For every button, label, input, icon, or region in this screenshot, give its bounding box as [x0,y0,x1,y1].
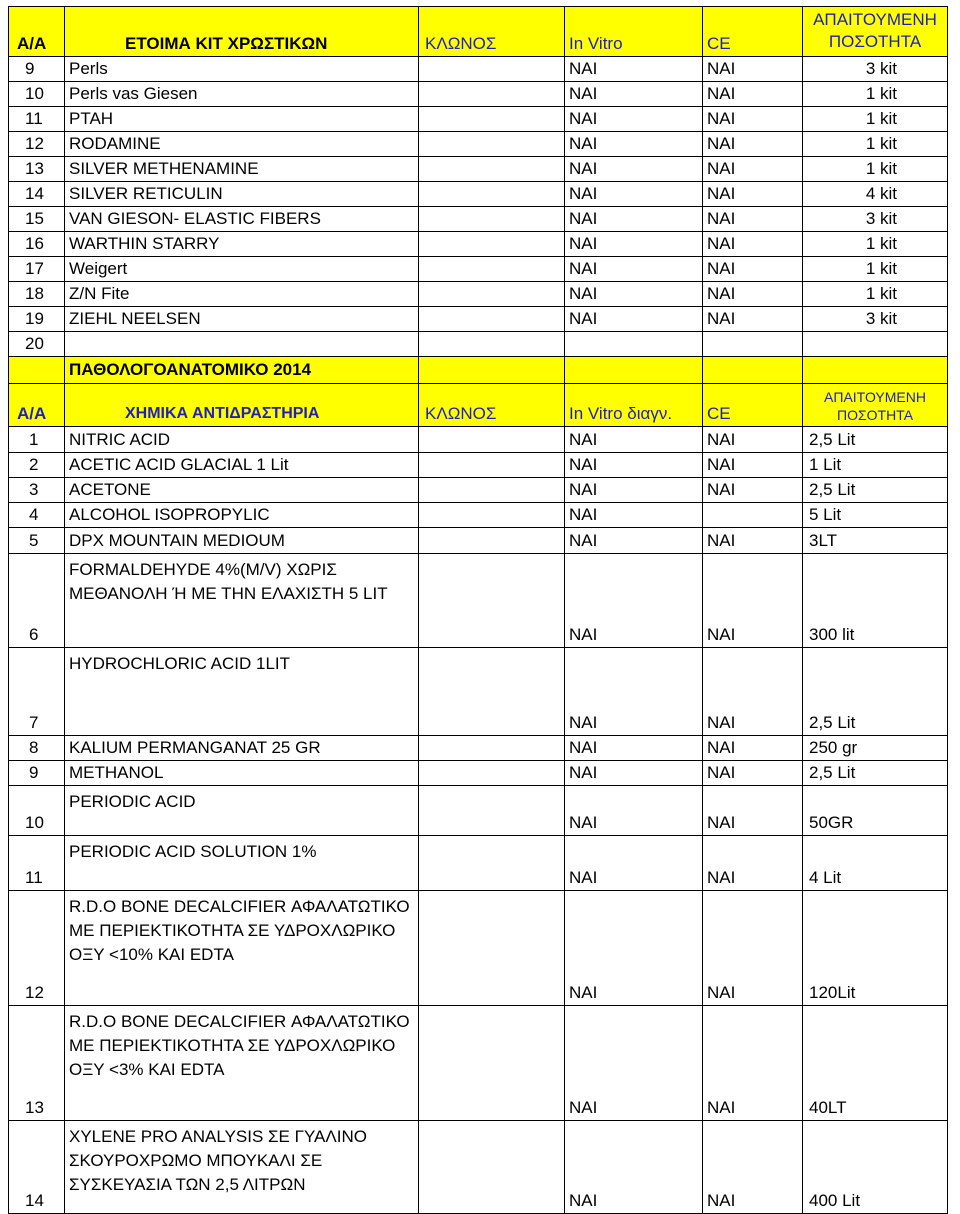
quantity-cell: 2,5 Lit [802,477,948,502]
invitro-cell: ΝΑΙ [564,56,702,81]
row-number: 20 [8,331,64,356]
ce-cell: ΝΑΙ [702,785,802,835]
kit-name: Z/N Fite [64,281,418,306]
clone-cell [418,835,564,890]
ce-cell: ΝΑΙ [702,452,802,477]
quantity-cell: 3 kit [802,56,948,81]
clone-cell [418,527,564,553]
clone-cell [418,477,564,502]
row-number: 9 [8,760,64,785]
table-row [8,281,948,306]
table-row [8,452,948,477]
header2-clone: ΚΛΩΝΟΣ [418,383,564,426]
clone-cell [418,156,564,181]
header-aa: Α/Α [8,6,64,56]
header2-quantity [802,383,948,426]
header-quantity-line1: ΑΠΑΙΤΟΥΜΕΝΗ [813,10,937,29]
invitro-cell: ΝΑΙ [564,760,702,785]
row-number: 5 [8,527,64,553]
ce-cell: ΝΑΙ [702,106,802,131]
row-number: 4 [8,502,64,527]
ce-cell: ΝΑΙ [702,760,802,785]
clone-cell [418,281,564,306]
clone-cell [418,81,564,106]
kit-name: Perls vas Giesen [64,81,418,106]
row-number: 9 [8,56,64,81]
table-row [8,156,948,181]
clone-cell [418,106,564,131]
kit-name: Weigert [64,256,418,281]
quantity-cell: 4 Lit [802,835,948,890]
table-row [8,785,948,835]
chemical-name: XYLENE PRO ANALYSIS ΣΕ ΓΥΑΛΙΝΟ ΣΚΟΥΡΟΧΡΩΜΟ ΜΠΟΥΚΑΛΙ ΣΕ ΣΥΣΚΕΥΑΣΙΑ ΤΩΝ 2,5 ΛΙΤΡΩΝ [64,1120,418,1214]
quantity-cell: 4 kit [802,181,948,206]
table-row [8,527,948,553]
ce-cell: ΝΑΙ [702,477,802,502]
chemical-name: DPX MOUNTAIN MEDIOUM [64,527,418,553]
quantity-cell: 5 Lit [802,502,948,527]
kit-name: Perls [64,56,418,81]
chemical-name: HYDROCHLORIC ACID 1LIT [64,647,418,735]
table-row [8,835,948,890]
ce-cell: ΝΑΙ [702,206,802,231]
row-number: 1 [8,426,64,452]
chemical-name: FORMALDEHYDE 4%(M/V) ΧΩΡΙΣ ΜΕΘΑΝΟΛΗ Ή ΜΕ ΤΗΝ ΕΛΑΧΙΣΤΗ 5 LIT [64,553,418,647]
invitro-cell [564,331,702,356]
invitro-cell: ΝΑΙ [564,156,702,181]
table-row [8,426,948,452]
table-row [8,477,948,502]
row-number: 14 [8,181,64,206]
table-row [8,181,948,206]
invitro-cell: ΝΑΙ [564,502,702,527]
row-number: 10 [8,81,64,106]
table-row [8,331,948,356]
chemical-name: PERIODIC ACID SOLUTION 1% [64,835,418,890]
row-number: 8 [8,735,64,760]
row-number: 12 [8,890,64,1005]
ce-cell: ΝΑΙ [702,56,802,81]
invitro-cell: ΝΑΙ [564,306,702,331]
kit-name: WARTHIN STARRY [64,231,418,256]
quantity-cell: 1 kit [802,131,948,156]
row-number: 11 [8,835,64,890]
header2-quantity-line1: ΑΠΑΙΤΟΥΜΕΝΗ [824,389,926,405]
header-quantity-line2: ΠΟΣΟΤΗΤΑ [828,32,922,51]
kit-name: RODAMINE [64,131,418,156]
chemical-name: KALIUM PERMANGANAT 25 GR [64,735,418,760]
quantity-cell: 1 kit [802,256,948,281]
row-number: 7 [8,647,64,735]
invitro-cell: ΝΑΙ [564,206,702,231]
invitro-cell: ΝΑΙ [564,452,702,477]
quantity-cell: 1 Lit [802,452,948,477]
row-number: 6 [8,553,64,647]
clone-cell [418,206,564,231]
ce-cell: ΝΑΙ [702,231,802,256]
row-number: 14 [8,1120,64,1214]
table-row [8,231,948,256]
invitro-cell: ΝΑΙ [564,785,702,835]
chemical-name: PERIODIC ACID [64,785,418,835]
ce-cell: ΝΑΙ [702,735,802,760]
table-row [8,1005,948,1120]
row-number: 19 [8,306,64,331]
ce-cell: ΝΑΙ [702,156,802,181]
table-row [8,306,948,331]
invitro-cell: ΝΑΙ [564,647,702,735]
invitro-cell: ΝΑΙ [564,735,702,760]
kit-name: SILVER METHENAMINE [64,156,418,181]
quantity-cell: 250 gr [802,735,948,760]
row-number: 13 [8,156,64,181]
header-clone: ΚΛΩΝΟΣ [418,6,564,56]
invitro-cell: ΝΑΙ [564,81,702,106]
quantity-cell: 50GR [802,785,948,835]
quantity-cell: 3 kit [802,306,948,331]
chemical-name: R.D.O BONE DECALCIFIER ΑΦΑΛΑΤΩΤΙΚΟ ΜΕ ΠΕΡΙΕΚΤΙΚΟΤΗΤΑ ΣΕ ΥΔΡΟΧΛΩΡΙΚΟ ΟΞΥ <10% ΚΑΙ EDTA [64,890,418,1005]
kit-name: VAN GIESON- ELASTIC FIBERS [64,206,418,231]
chemical-name: METHANOL [64,760,418,785]
invitro-cell: ΝΑΙ [564,256,702,281]
table-row [8,502,948,527]
quantity-cell: 2,5 Lit [802,647,948,735]
chemical-name: R.D.O BONE DECALCIFIER ΑΦΑΛΑΤΩΤΙΚΟ ΜΕ ΠΕΡΙΕΚΤΙΚΟΤΗΤΑ ΣΕ ΥΔΡΟΧΛΩΡΙΚΟ ΟΞΥ <3% ΚΑΙ EDTA [64,1005,418,1120]
kit-name: PTAH [64,106,418,131]
table-row [8,56,948,81]
invitro-cell: ΝΑΙ [564,553,702,647]
table-row [8,735,948,760]
ce-cell: ΝΑΙ [702,256,802,281]
kit-name [64,331,418,356]
chemical-name: ACETONE [64,477,418,502]
invitro-cell: ΝΑΙ [564,527,702,553]
section-title-row [8,356,948,383]
row-number: 3 [8,477,64,502]
quantity-cell: 1 kit [802,231,948,256]
row-number: 2 [8,452,64,477]
row-number: 16 [8,231,64,256]
clone-cell [418,426,564,452]
clone-cell [418,452,564,477]
table-row [8,131,948,156]
table-row [8,81,948,106]
clone-cell [418,1120,564,1214]
ce-cell: ΝΑΙ [702,306,802,331]
ce-cell: ΝΑΙ [702,647,802,735]
invitro-cell: ΝΑΙ [564,231,702,256]
table-row [8,647,948,735]
chemical-name: ACETIC ACID GLACIAL 1 Lit [64,452,418,477]
clone-cell [418,331,564,356]
quantity-cell: 300 lit [802,553,948,647]
invitro-cell: ΝΑΙ [564,890,702,1005]
quantity-cell: 1 kit [802,106,948,131]
quantity-cell: 3LT [802,527,948,553]
clone-cell [418,502,564,527]
chemical-name: ALCOHOL ISOPROPYLIC [64,502,418,527]
clone-cell [418,231,564,256]
quantity-cell: 1 kit [802,156,948,181]
table-row [8,106,948,131]
ce-cell: ΝΑΙ [702,131,802,156]
ce-cell: ΝΑΙ [702,527,802,553]
ce-cell [702,331,802,356]
invitro-cell: ΝΑΙ [564,281,702,306]
quantity-cell: 120Lit [802,890,948,1005]
header-invitro: In Vitro [564,6,702,56]
ce-cell: ΝΑΙ [702,181,802,206]
ce-cell: ΝΑΙ [702,1005,802,1120]
ce-cell: ΝΑΙ [702,1120,802,1214]
ce-cell [702,502,802,527]
invitro-cell: ΝΑΙ [564,426,702,452]
clone-cell [418,306,564,331]
kit-table-header [8,6,948,56]
clone-cell [418,1005,564,1120]
quantity-cell [802,331,948,356]
table-row [8,890,948,1005]
invitro-cell: ΝΑΙ [564,106,702,131]
ce-cell: ΝΑΙ [702,890,802,1005]
header2-invitro: In Vitro διαγν. [564,383,702,426]
row-number: 11 [8,106,64,131]
header-ce: CE [702,6,802,56]
clone-cell [418,131,564,156]
invitro-cell: ΝΑΙ [564,835,702,890]
invitro-cell: ΝΑΙ [564,181,702,206]
header2-chemicals-name: ΧΗΜΙΚΑ ΑΝΤΙΔΡΑΣΤΗΡΙΑ [64,383,418,426]
row-number: 10 [8,785,64,835]
clone-cell [418,760,564,785]
ce-cell: ΝΑΙ [702,426,802,452]
clone-cell [418,890,564,1005]
spreadsheet [8,6,948,1210]
quantity-cell: 400 Lit [802,1120,948,1214]
clone-cell [418,256,564,281]
quantity-cell: 40LT [802,1005,948,1120]
ce-cell: ΝΑΙ [702,281,802,306]
clone-cell [418,735,564,760]
header2-ce: CE [702,383,802,426]
kit-name: SILVER RETICULIN [64,181,418,206]
quantity-cell: 2,5 Lit [802,760,948,785]
invitro-cell: ΝΑΙ [564,1005,702,1120]
invitro-cell: ΝΑΙ [564,131,702,156]
invitro-cell: ΝΑΙ [564,477,702,502]
table-row [8,256,948,281]
row-number: 18 [8,281,64,306]
row-number: 12 [8,131,64,156]
clone-cell [418,785,564,835]
row-number: 17 [8,256,64,281]
table-row [8,206,948,231]
header2-aa: Α/Α [8,383,64,426]
header-quantity [802,6,948,56]
ce-cell: ΝΑΙ [702,835,802,890]
clone-cell [418,553,564,647]
clone-cell [418,56,564,81]
table-row [8,760,948,785]
table-row [8,1120,948,1214]
quantity-cell: 2,5 Lit [802,426,948,452]
table-row [8,553,948,647]
quantity-cell: 1 kit [802,281,948,306]
quantity-cell: 1 kit [802,81,948,106]
header-kit-name: ΕΤΟΙΜΑ ΚΙΤ ΧΡΩΣΤΙΚΩΝ [64,6,418,56]
ce-cell: ΝΑΙ [702,553,802,647]
clone-cell [418,647,564,735]
clone-cell [418,181,564,206]
chemicals-table-header [8,383,948,426]
quantity-cell: 3 kit [802,206,948,231]
invitro-cell: ΝΑΙ [564,1120,702,1214]
row-number: 13 [8,1005,64,1120]
header2-quantity-line2: ΠΟΣΟΤΗΤΑ [836,407,914,423]
section-title: ΠΑΘΟΛΟΓΟΑΝΑΤΟΜΙΚΟ 2014 [64,356,418,383]
ce-cell: ΝΑΙ [702,81,802,106]
kit-name: ZIEHL NEELSEN [64,306,418,331]
row-number: 15 [8,206,64,231]
chemical-name: NITRIC ACID [64,426,418,452]
